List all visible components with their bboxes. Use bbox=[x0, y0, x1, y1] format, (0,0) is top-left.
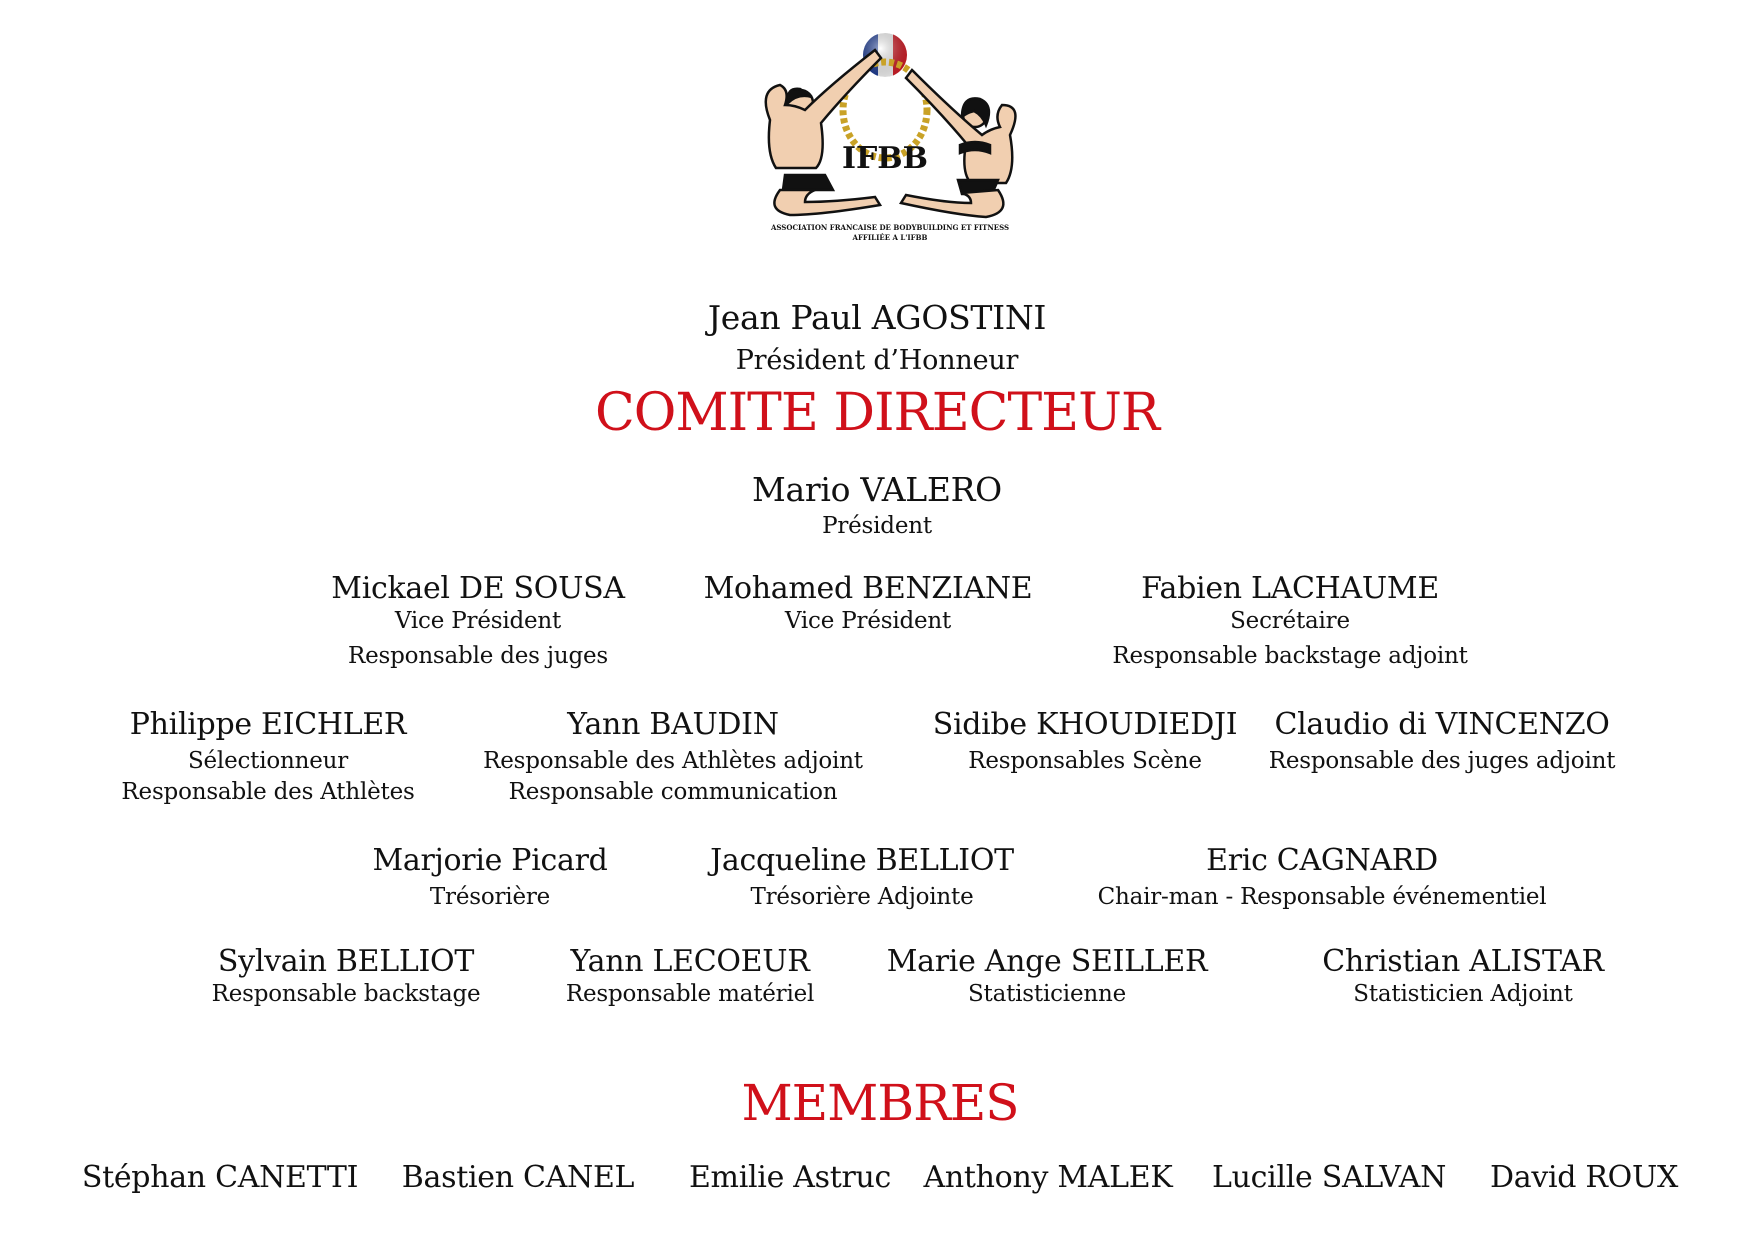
president-role: Président bbox=[822, 513, 932, 539]
president-name: Mario VALERO bbox=[752, 470, 1002, 509]
member-name: Sylvain BELLIOT bbox=[217, 944, 475, 979]
member-name: Yann LECOEUR bbox=[570, 944, 810, 979]
member-name: Marie Ange SEILLER bbox=[886, 944, 1208, 979]
member-card bbox=[933, 707, 1238, 773]
member-role: Chair-man - Responsable événementiel bbox=[1097, 884, 1547, 910]
member-name: Mickael DE SOUSA bbox=[331, 571, 625, 606]
member-card bbox=[212, 944, 481, 1006]
member-name: Emilie Astruc bbox=[688, 1160, 892, 1195]
member-card bbox=[1322, 944, 1604, 1006]
member-card bbox=[710, 843, 1014, 909]
member-role: Responsable backstage adjoint bbox=[1112, 643, 1468, 669]
honorary-president bbox=[708, 298, 1046, 374]
member-name: Christian ALISTAR bbox=[1322, 944, 1604, 979]
member-name: Philippe EICHLER bbox=[129, 707, 407, 742]
ifbb-wordmark: IFBB bbox=[841, 141, 929, 176]
member-card bbox=[121, 707, 414, 804]
comite-directeur-heading: COMITE DIRECTEUR bbox=[594, 383, 1160, 443]
ifbb-logo bbox=[730, 25, 1050, 275]
member-name: Jacqueline BELLIOT bbox=[710, 843, 1014, 878]
member-name: Bastien CANEL bbox=[401, 1160, 635, 1195]
member-name: Marjorie Picard bbox=[372, 843, 608, 878]
member-name: Lucille SALVAN bbox=[1211, 1160, 1447, 1195]
honorary-name: Jean Paul AGOSTINI bbox=[707, 298, 1047, 337]
member-role: Vice Président bbox=[784, 608, 952, 634]
member-card bbox=[483, 707, 863, 804]
honorary-role: Président d’Honneur bbox=[735, 345, 1019, 376]
member-role: Responsable des Athlètes adjoint bbox=[483, 748, 863, 774]
member-role: Responsable des juges adjoint bbox=[1268, 748, 1616, 774]
member-name: Mohamed BENZIANE bbox=[703, 571, 1033, 606]
member-card bbox=[372, 843, 607, 909]
member-role: Trésorière bbox=[429, 884, 551, 910]
president bbox=[752, 470, 1002, 538]
member-role: Secrétaire bbox=[1230, 608, 1350, 634]
member-card bbox=[1098, 843, 1547, 909]
member-role: Statisticien Adjoint bbox=[1353, 981, 1573, 1007]
member-card bbox=[331, 571, 624, 668]
member-name: Fabien LACHAUME bbox=[1141, 571, 1439, 606]
ifbb-emblem-icon bbox=[730, 25, 1050, 255]
member-name: Anthony MALEK bbox=[923, 1160, 1173, 1195]
member-name: Claudio di VINCENZO bbox=[1274, 707, 1610, 742]
member-name: Eric CAGNARD bbox=[1206, 843, 1438, 878]
member-role: Vice Président bbox=[394, 608, 562, 634]
member-name: David ROUX bbox=[1489, 1160, 1679, 1195]
logo-caption-line2: AFFILIÉE A L'IFBB bbox=[852, 233, 928, 242]
logo-caption-line1: ASSOCIATION FRANCAISE DE BODYBUILDING ET FITNESS bbox=[770, 223, 1010, 232]
member-card bbox=[1269, 707, 1616, 773]
member-role: Responsable communication bbox=[508, 779, 838, 805]
member-role: Responsables Scène bbox=[968, 748, 1202, 774]
member-role: Sélectionneur bbox=[187, 748, 349, 774]
member-role: Responsable matériel bbox=[565, 981, 815, 1007]
member-role: Responsable des juges bbox=[348, 643, 608, 669]
member-card bbox=[704, 571, 1033, 633]
member-name: Sidibe KHOUDIEDJI bbox=[932, 707, 1238, 742]
member-card bbox=[1112, 571, 1467, 668]
member-name: Stéphan CANETTI bbox=[81, 1160, 359, 1195]
membres-heading: MEMBRES bbox=[741, 1074, 1019, 1132]
member-name: Yann BAUDIN bbox=[567, 707, 779, 742]
member-role: Statisticienne bbox=[967, 981, 1126, 1007]
member-card bbox=[566, 944, 814, 1006]
member-role: Responsable backstage bbox=[211, 981, 481, 1007]
member-role: Trésorière Adjointe bbox=[750, 884, 974, 910]
member-role: Responsable des Athlètes bbox=[121, 779, 415, 805]
male-bodybuilder-icon bbox=[766, 50, 881, 215]
member-card bbox=[887, 944, 1208, 1006]
